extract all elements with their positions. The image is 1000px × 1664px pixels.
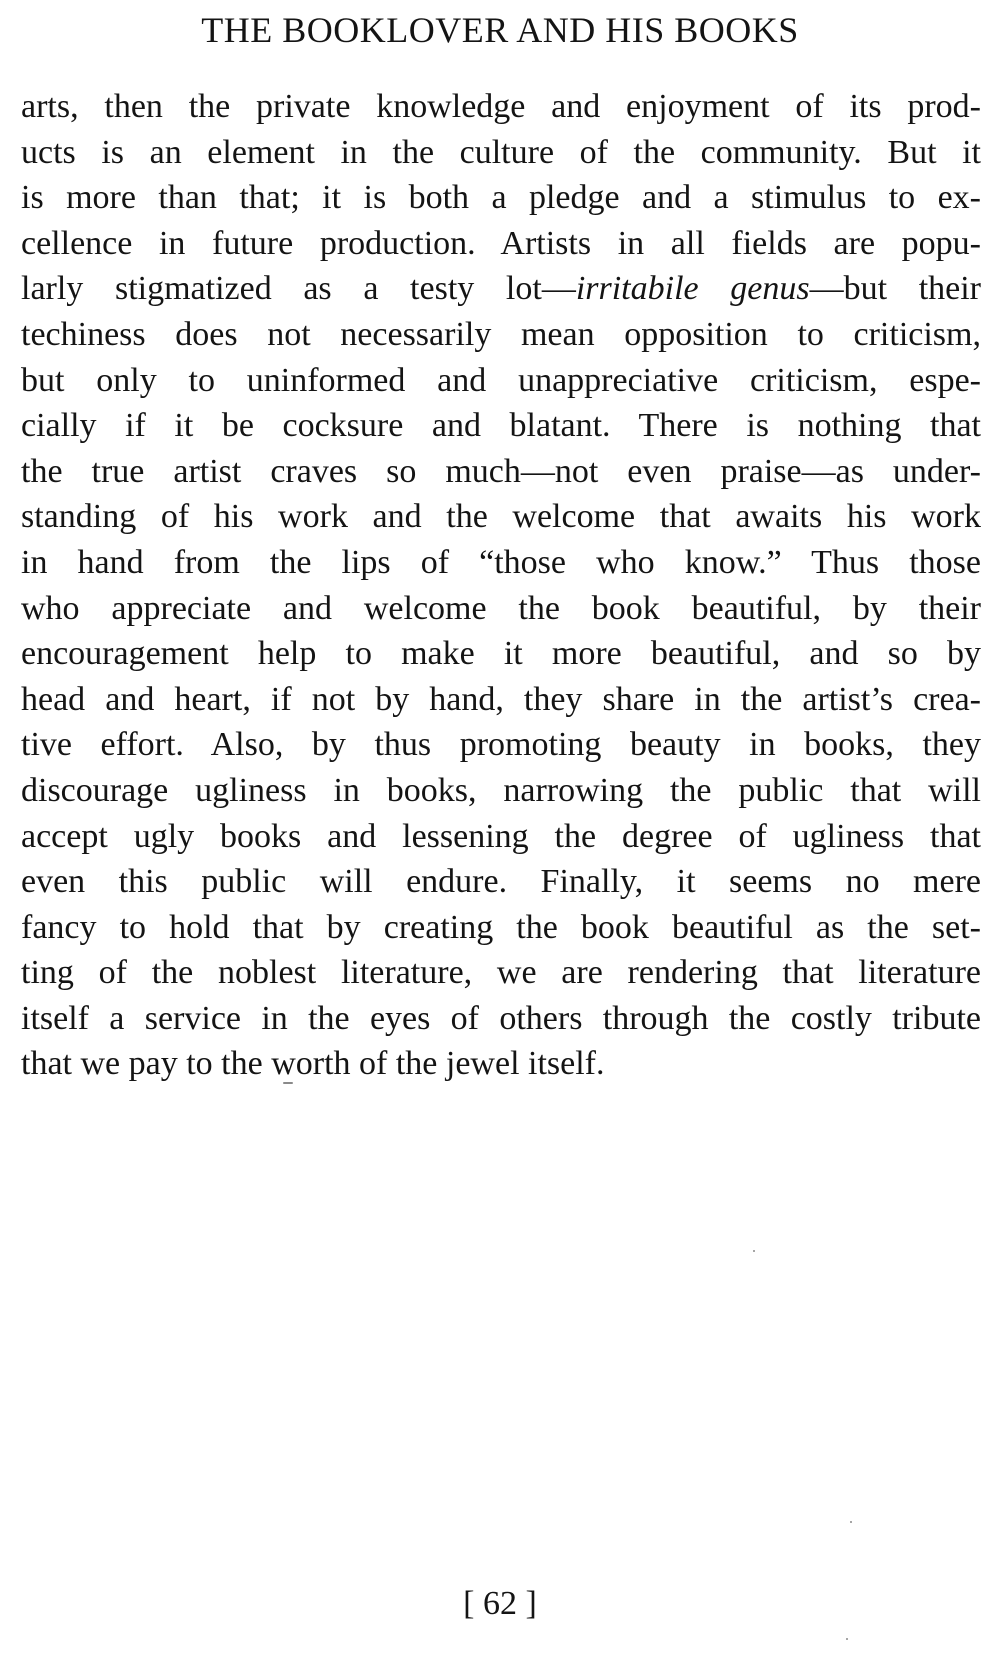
scan-speck (846, 1638, 848, 1640)
text-line: ucts is an element in the culture of the community. But it (21, 133, 981, 171)
text-line: techiness does not necessarily mean opposition to criticism, (21, 315, 981, 353)
italic-phrase: irritabile genus (575, 270, 810, 308)
text-segment: —but their (809, 270, 981, 308)
text-line: cially if it be cocksure and blatant. There is nothing that (21, 407, 981, 445)
text-line: who appreciate and welcome the book beautiful, by their (21, 589, 981, 627)
page-number: [ 62 ] (463, 1585, 537, 1622)
text-line: encouragement help to make it more beautiful, and so by (21, 635, 981, 673)
body-paragraph (21, 84, 981, 1087)
text-line: cellence in future production. Artists in all fields are popu- (21, 224, 981, 262)
scan-speck (753, 1250, 755, 1252)
text-line: standing of his work and the welcome that awaits his work (21, 498, 981, 536)
text-line: even this public will endure. Finally, it seems no mere (21, 863, 981, 901)
text-line: tive effort. Also, by thus promoting beauty in books, they (21, 726, 981, 764)
scan-speck (283, 1082, 293, 1084)
text-line-with-italic (21, 266, 981, 312)
text-line: is more than that; it is both a pledge and a stimulus to ex- (21, 179, 981, 217)
text-line-last: that we pay to the worth of the jewel itself. (21, 1045, 605, 1083)
text-segment: larly stigmatized as a testy lot— (21, 270, 576, 308)
text-line: but only to uninformed and unappreciative criticism, espe- (21, 361, 981, 399)
text-line: fancy to hold that by creating the book beautiful as the set- (21, 908, 981, 946)
text-line: the true artist craves so much—not even praise—as under- (21, 452, 981, 490)
text-line: ting of the noblest literature, we are rendering that literature (21, 954, 981, 992)
scan-speck (850, 1521, 852, 1523)
text-line: discourage ugliness in books, narrowing the public that will (21, 771, 981, 809)
text-line: accept ugly books and lessening the degree of ugliness that (21, 817, 981, 855)
running-head: THE BOOKLOVER AND HIS BOOKS (201, 10, 799, 50)
text-line: in hand from the lips of “those who know.” Thus those (21, 543, 981, 581)
text-line: head and heart, if not by hand, they share in the artist’s crea- (21, 680, 981, 718)
text-line: arts, then the private knowledge and enjoyment of its prod- (21, 88, 981, 125)
text-line: itself a service in the eyes of others through the costly tribute (21, 999, 981, 1037)
